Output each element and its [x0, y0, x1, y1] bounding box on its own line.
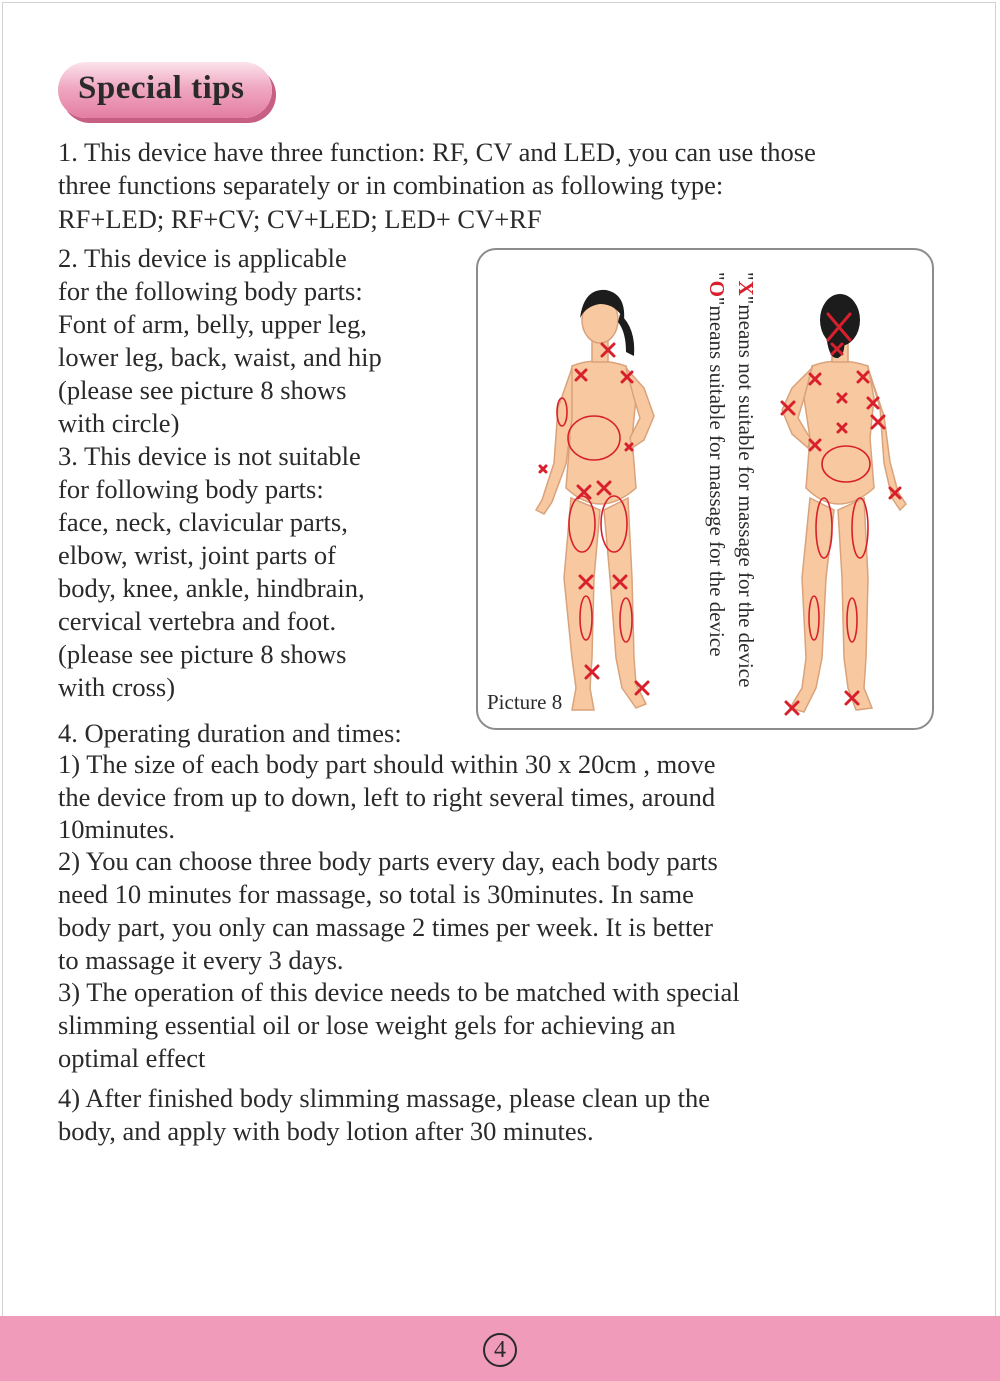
p3-line-5: body, knee, ankle, hindbrain, [58, 573, 365, 603]
page-number: 4 [483, 1333, 517, 1367]
p3-line-8: with cross) [58, 672, 176, 702]
p4-line-7: body part, you only can massage 2 times per week. It is better [58, 912, 713, 942]
p3-line-4: elbow, wrist, joint parts of [58, 540, 336, 570]
p1-line-2: three functions separately or in combination as following type: [58, 170, 724, 200]
p2-line-4: lower leg, back, waist, and hip [58, 342, 382, 372]
p4-line-1: 4. Operating duration and times: [58, 718, 402, 748]
p4-line-13: body, and apply with body lotion after 30 minutes. [58, 1116, 594, 1146]
cross-symbol-icon: X [734, 280, 758, 296]
p3-line-7: (please see picture 8 shows [58, 639, 347, 669]
p4-line-11: optimal effect [58, 1043, 206, 1073]
p2-line-2: for the following body parts: [58, 276, 363, 306]
legend-circle-text: "means suitable for massage for the device [705, 296, 729, 657]
circle-symbol-icon: O [705, 280, 729, 297]
p2-line-6: with circle) [58, 408, 180, 438]
p4-line-8: to massage it every 3 days. [58, 945, 344, 975]
picture-caption: Picture 8 [487, 690, 563, 714]
legend-quote-open-2: " [705, 272, 729, 281]
front-figure [536, 297, 654, 710]
p4-line-4: 10minutes. [58, 814, 176, 844]
legend-quote-open-1: " [734, 272, 758, 281]
picture-legend [700, 272, 760, 732]
p3-line-3: face, neck, clavicular parts, [58, 507, 348, 537]
back-figure [782, 336, 906, 712]
p4-line-10: slimming essential oil or lose weight gels for achieving an [58, 1010, 676, 1040]
p4-line-5: 2) You can choose three body parts every day, each body parts [58, 846, 718, 876]
p3-line-6: cervical vertebra and foot. [58, 606, 337, 636]
p4-line-3: the device from up to down, left to right several times, around [58, 782, 716, 812]
legend-suitable [702, 272, 731, 732]
p1-line-3: RF+LED; RF+CV; CV+LED; LED+ CV+RF [58, 204, 542, 234]
p2-line-5: (please see picture 8 shows [58, 375, 347, 405]
legend-not-suitable [731, 272, 760, 732]
p2-line-1: 2. This device is applicable [58, 243, 347, 273]
p4-line-6: need 10 minutes for massage, so total is 30minutes. In same [58, 879, 694, 909]
p3-line-1: 3. This device is not suitable [58, 441, 361, 471]
p3-line-2: for following body parts: [58, 474, 324, 504]
p1-line-1: 1. This device have three function: RF, CV and LED, you can use those [58, 137, 816, 167]
section-title: Special tips [78, 70, 245, 106]
legend-cross-text: "means not suitable for massage for the device [734, 295, 758, 688]
p2-line-3: Font of arm, belly, upper leg, [58, 309, 367, 339]
p4-line-2: 1) The size of each body part should within 30 x 20cm , move [58, 749, 716, 779]
p4-line-9: 3) The operation of this device needs to be matched with special [58, 977, 740, 1007]
p4-line-12: 4) After finished body slimming massage, please clean up the [58, 1083, 711, 1113]
